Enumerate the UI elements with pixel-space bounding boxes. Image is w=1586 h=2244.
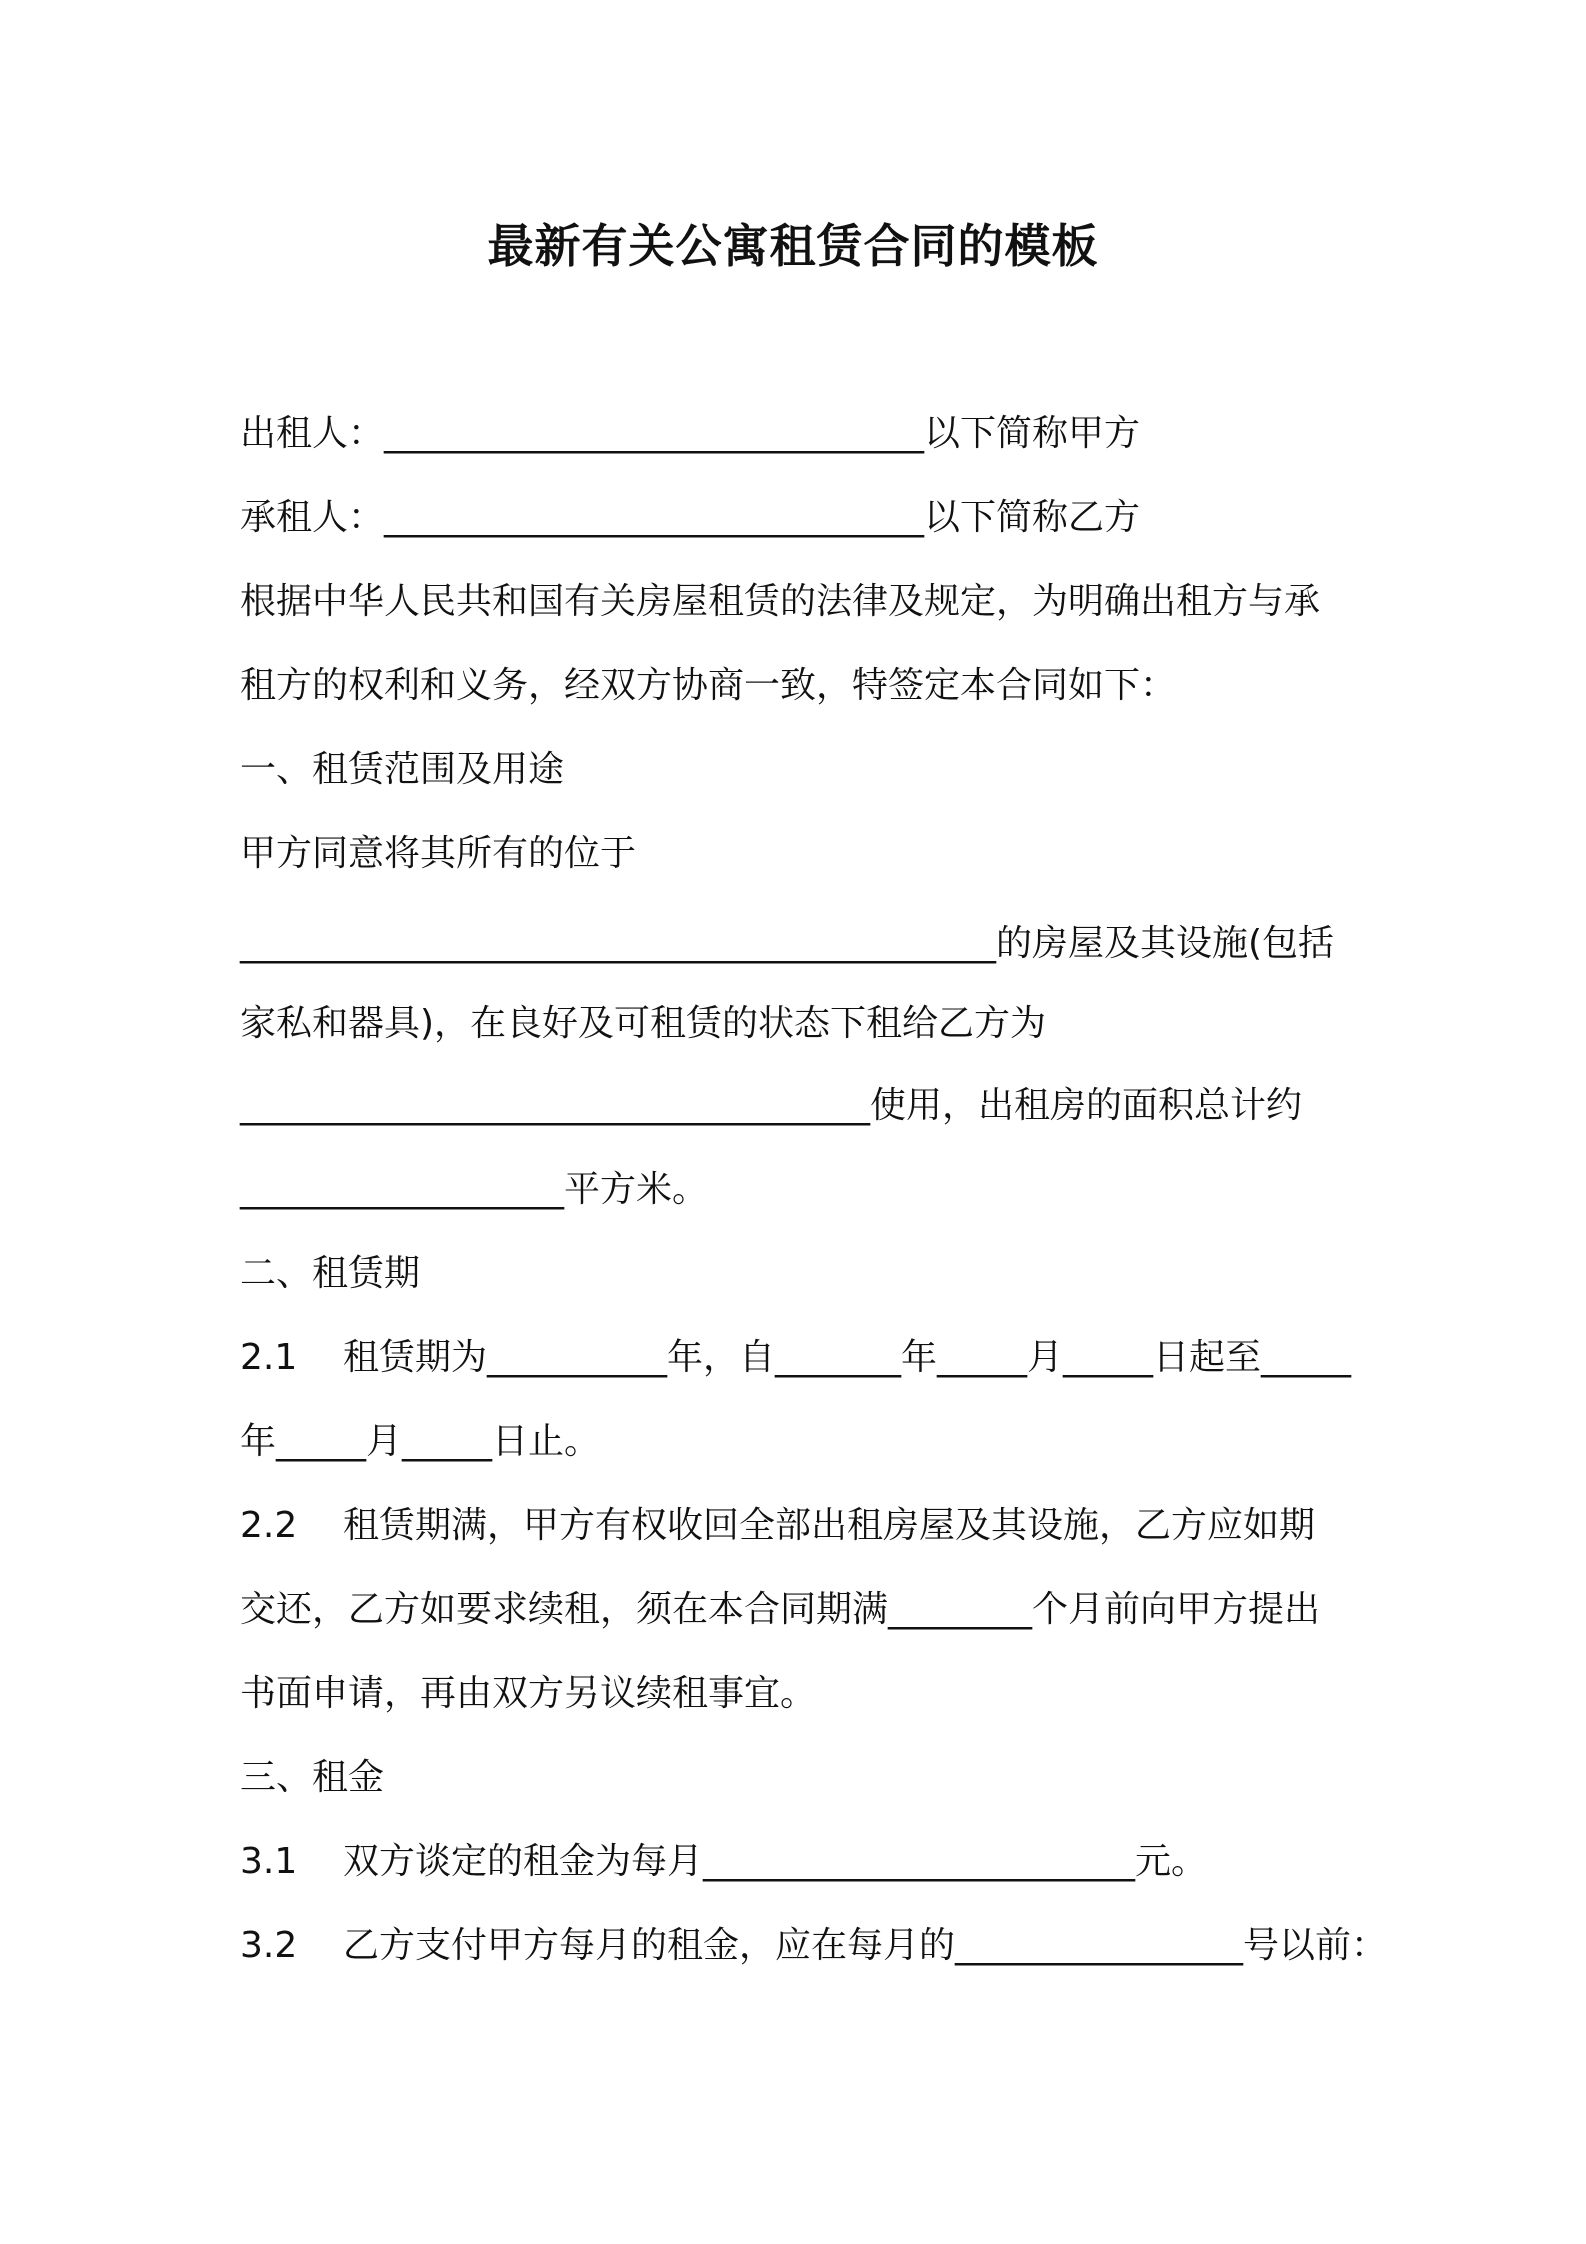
clause-2-2-line-1: 2.2 租赁期满，甲方有权收回全部出租房屋及其设施，乙方应如期 xyxy=(240,1505,1316,1546)
section-1-text-5: __________________平方米。 xyxy=(240,1169,709,1210)
clause-2-1-line-2: 年_____月_____日止。 xyxy=(240,1421,601,1462)
section-1-text-2: __________________________________________的房屋及其设施(包括 xyxy=(240,923,1335,964)
section-1-text-1: 甲方同意将其所有的位于 xyxy=(240,833,637,874)
section-1-heading: 一、租赁范围及用途 xyxy=(240,749,565,790)
clause-2-1-line-1: 2.1 租赁期为__________年，自_______年_____月_____日起至_____ xyxy=(240,1337,1352,1378)
section-1-text-3: 家私和器具)，在良好及可租赁的状态下租给乙方为 xyxy=(240,1003,1047,1044)
lessee-line: 承租人：______________________________以下简称乙方 xyxy=(240,497,1141,538)
section-2-heading: 二、租赁期 xyxy=(240,1253,421,1294)
clause-2-2-line-2: 交还，乙方如要求续租，须在本合同期满________个月前向甲方提出 xyxy=(240,1589,1321,1630)
section-3-heading: 三、租金 xyxy=(240,1757,385,1798)
document-title: 最新有关公寓租赁合同的模板 xyxy=(487,219,1099,273)
preamble-line-1: 根据中华人民共和国有关房屋租赁的法律及规定，为明确出租方与承 xyxy=(240,581,1321,622)
lessor-line: 出租人：______________________________以下简称甲方 xyxy=(240,413,1141,454)
preamble-line-2: 租方的权利和义务，经双方协商一致，特签定本合同如下： xyxy=(240,665,1177,706)
section-1-text-4: ___________________________________使用，出租房的面积总计约 xyxy=(240,1085,1303,1126)
clause-2-2-line-3: 书面申请，再由双方另议续租事宜。 xyxy=(240,1673,817,1714)
clause-3-1: 3.1 双方谈定的租金为每月________________________元。 xyxy=(240,1841,1208,1882)
clause-3-2: 3.2 乙方支付甲方每月的租金，应在每月的________________号以前： xyxy=(240,1925,1388,1966)
